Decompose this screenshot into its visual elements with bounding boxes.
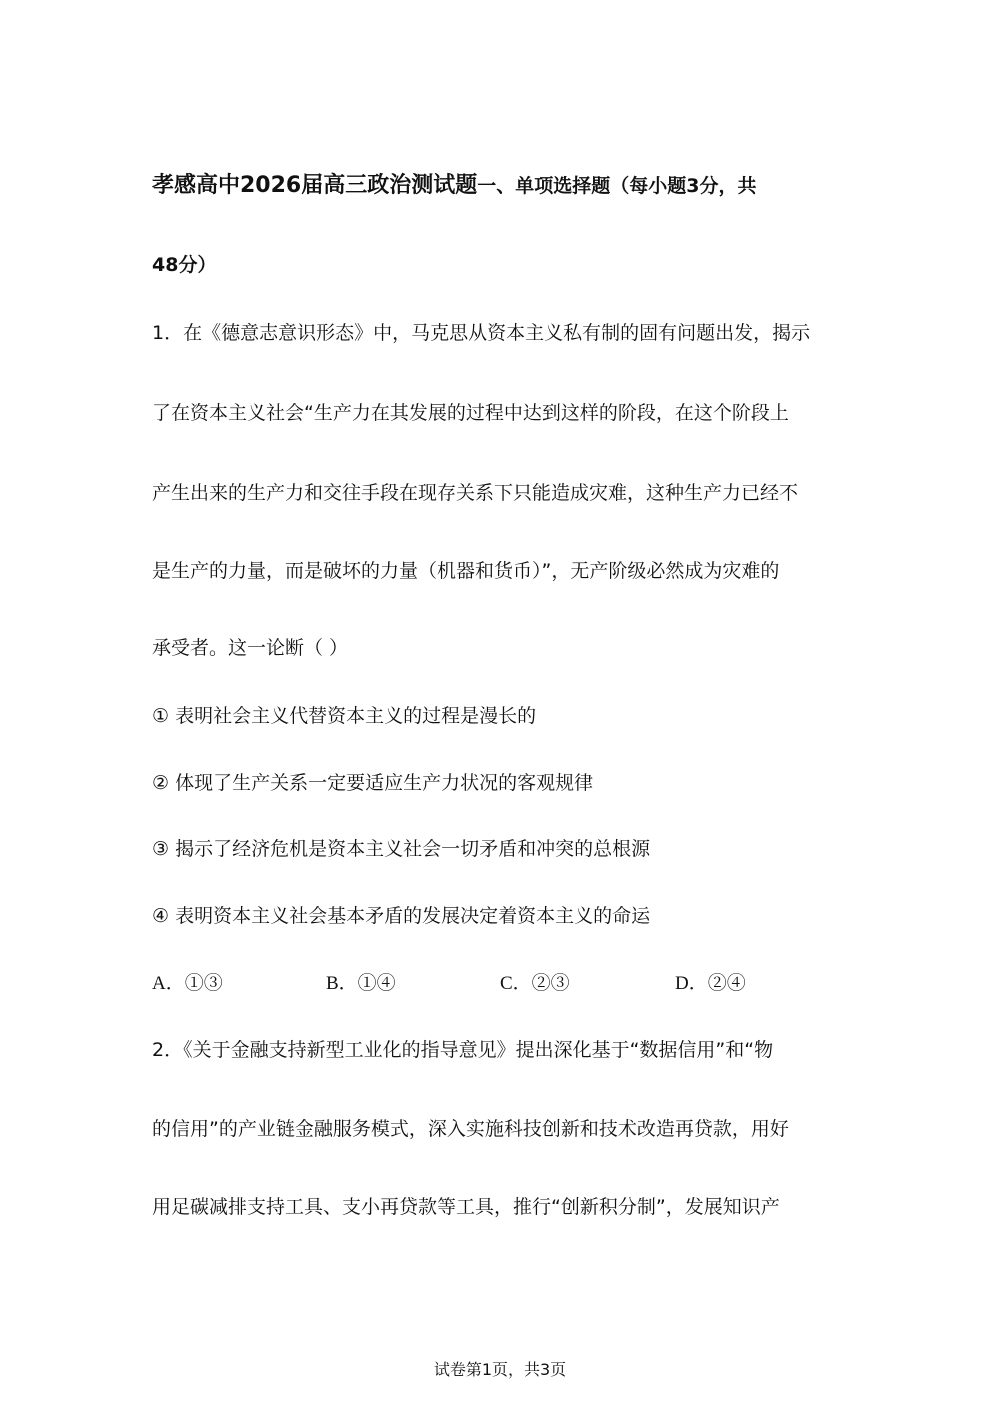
q1-option-c: C．②③	[500, 973, 570, 994]
exam-title	[152, 168, 756, 199]
q2-stem-line: 2．《关于金融支持新型工业化的指导意见》提出深化基于“数据信用”和“物	[152, 1039, 774, 1061]
q1-option-d: D．②④	[675, 973, 746, 994]
q1-stem-line: 产生出来的生产力和交往手段在现存关系下只能造成灾难，这种生产力已经不	[152, 482, 799, 504]
q1-stem-line: 是生产的力量，而是破坏的力量（机器和货币）”，无产阶级必然成为灾难的	[152, 560, 780, 582]
q1-stem-line: 承受者。这一论断（ ）	[152, 637, 349, 659]
page-footer: 试卷第1页，共3页	[433, 1360, 567, 1379]
title-main: 孝感高中2026届高三政治测试题	[152, 173, 478, 198]
q1-statement-4: ④ 表明资本主义社会基本矛盾的发展决定着资本主义的命运	[152, 905, 651, 927]
q2-stem-line: 用足碳减排支持工具、支小再贷款等工具，推行“创新积分制”，发展知识产	[152, 1196, 780, 1218]
q2-stem-line: 的信用”的产业链金融服务模式，深入实施科技创新和技术改造再贷款，用好	[152, 1118, 789, 1140]
q1-stem-line: 1．在《德意志意识形态》中，马克思从资本主义私有制的固有问题出发，揭示	[152, 322, 811, 344]
q1-option-a: A．①③	[152, 973, 223, 994]
section-heading-cont: 48分）	[152, 254, 217, 276]
section-heading: 一、单项选择题（每小题3分，共	[477, 175, 757, 197]
q1-option-b: B．①④	[326, 973, 396, 994]
q1-statement-2: ② 体现了生产关系一定要适应生产力状况的客观规律	[152, 772, 594, 794]
q1-statement-3: ③ 揭示了经济危机是资本主义社会一切矛盾和冲突的总根源	[152, 838, 651, 860]
q1-statement-1: ① 表明社会主义代替资本主义的过程是漫长的	[152, 705, 537, 727]
q1-stem-line: 了在资本主义社会“生产力在其发展的过程中达到这样的阶段，在这个阶段上	[152, 402, 789, 424]
